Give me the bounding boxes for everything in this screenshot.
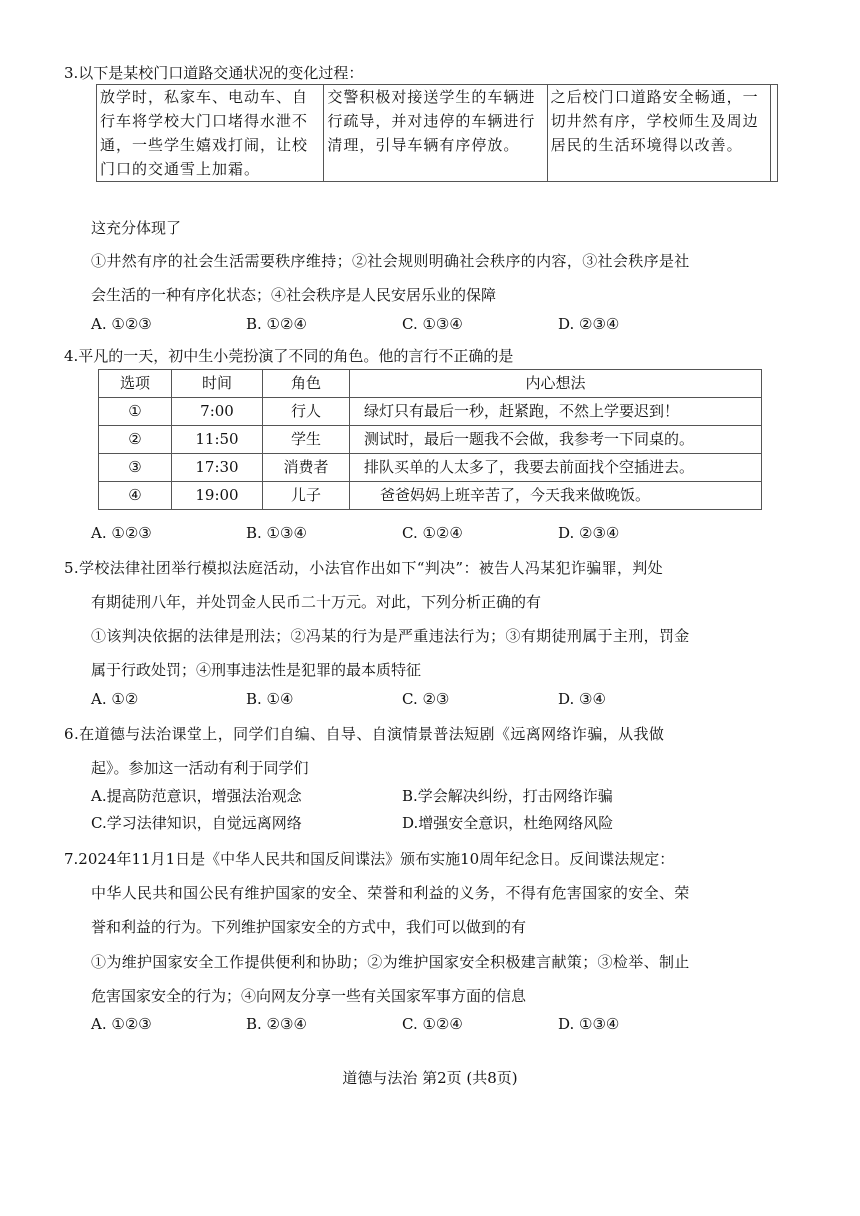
q4-row3-thought: 排队买单的人太多了，我要去前面找个空插进去。 (350, 454, 762, 482)
q3-statement-line-1: ①井然有序的社会生活需要秩序维持；②社会规则明确社会秩序的内容，③社会秩序是社 (91, 252, 690, 270)
q3-option-a: A. ①②③ (91, 315, 152, 333)
page-footer: 道德与法治 第2页 (共8页) (342, 1069, 518, 1087)
q4-option-a: A. ①②③ (91, 524, 152, 542)
q3-statement-line-2: 会生活的一种有序化状态；④社会秩序是人民安居乐业的保障 (91, 286, 497, 304)
q7-stem-line-2: 中华人民共和国公民有维护国家的安全、荣誉和利益的义务，不得有危害国家的安全、荣 (91, 884, 690, 902)
q7-stem-line-1: 7.2024年11月1日是《中华人民共和国反间谍法》颁布实施10周年纪念日。反间谍法规定： (64, 850, 675, 868)
q6-stem-line-1: 6.在道德与法治课堂上，同学们自编、自导、自演情景普法短剧《远离网络诈骗，从我做 (64, 725, 665, 743)
q5-option-b: B. ①④ (246, 690, 294, 708)
q7-statement-line-1: ①为维护国家安全工作提供便利和协助；②为维护国家安全积极建言献策；③检举、制止 (91, 953, 690, 971)
q7-stem-line-3: 誉和利益的行为。下列维护国家安全的方式中，我们可以做到的有 (91, 918, 527, 936)
q4-row3-option: ③ (99, 454, 172, 482)
q4-row2-role: 学生 (263, 426, 350, 454)
q5-statement-line-1: ①该判决依据的法律是刑法；②冯某的行为是严重违法行为；③有期徒刑属于主刑，罚金 (91, 627, 690, 645)
q4-header-row (99, 370, 762, 398)
q6-option-b: B.学会解决纠纷，打击网络诈骗 (402, 787, 613, 805)
q7-option-b: B. ②③④ (246, 1015, 307, 1033)
q6-option-a: A.提高防范意识，增强法治观念 (91, 787, 302, 805)
q4-row2-option: ② (99, 426, 172, 454)
q3-option-c: C. ①③④ (402, 315, 463, 333)
q5-stem-line-2: 有期徒刑八年，并处罚金人民币二十万元。对此，下列分析正确的有 (91, 593, 542, 611)
table-row (99, 426, 762, 454)
q4-row4-role: 儿子 (263, 482, 350, 510)
table-row (99, 454, 762, 482)
q6-option-d: D.增强安全意识，杜绝网络风险 (402, 814, 614, 832)
q4-row4-option: ④ (99, 482, 172, 510)
q5-stem-line-1: 5.学校法律社团举行模拟法庭活动，小法官作出如下“判决”：被告人冯某犯诈骗罪，判处 (64, 559, 664, 577)
q4-row1-option: ① (99, 398, 172, 426)
q4-row2-time: 11:50 (172, 426, 263, 454)
q4-stem: 4.平凡的一天，初中生小莞扮演了不同的角色。他的言行不正确的是 (64, 347, 514, 365)
q5-option-a: A. ①② (91, 690, 139, 708)
q4-row1-time: 7:00 (172, 398, 263, 426)
q4-row4-thought: 爸爸妈妈上班辛苦了，今天我来做晚饭。 (350, 482, 762, 510)
q4-header-thought: 内心想法 (350, 370, 762, 398)
q5-statement-line-2: 属于行政处罚；④刑事违法性是犯罪的最本质特征 (91, 661, 422, 679)
q3-cell-3: 之后校门口道路安全畅通，一切井然有序，学校师生及周边居民的生活环境得以改善。 (547, 85, 770, 182)
q7-option-d: D. ①③④ (558, 1015, 620, 1033)
q4-header-option: 选项 (99, 370, 172, 398)
q4-role-table (98, 369, 762, 510)
q4-option-c: C. ①②④ (402, 524, 463, 542)
q3-option-d: D. ②③④ (558, 315, 620, 333)
table-row (99, 398, 762, 426)
q3-lead: 这充分体现了 (91, 219, 182, 237)
q7-option-c: C. ①②④ (402, 1015, 463, 1033)
q4-row2-thought: 测试时，最后一题我不会做，我参考一下同桌的。 (350, 426, 762, 454)
q7-option-a: A. ①②③ (91, 1015, 152, 1033)
q5-option-d: D. ③④ (558, 690, 606, 708)
table-row (99, 482, 762, 510)
q4-row1-role: 行人 (263, 398, 350, 426)
q4-row3-time: 17:30 (172, 454, 263, 482)
q3-cell-2: 交警积极对接送学生的车辆进行疏导，并对违停的车辆进行清理，引导车辆有序停放。 (324, 85, 547, 182)
q6-option-c: C.学习法律知识，自觉远离网络 (91, 814, 302, 832)
q3-cell-empty (770, 85, 777, 182)
q4-option-d: D. ②③④ (558, 524, 620, 542)
q5-option-c: C. ②③ (402, 690, 450, 708)
q3-cell-1: 放学时，私家车、电动车、自行车将学校大门口堵得水泄不通，一些学生嬉戏打闹，让校门口的交通雪上加霜。 (97, 85, 324, 182)
q4-row1-thought: 绿灯只有最后一秒，赶紧跑，不然上学要迟到！ (350, 398, 762, 426)
q4-row4-time: 19:00 (172, 482, 263, 510)
q3-stem: 3.以下是某校门口道路交通状况的变化过程： (64, 64, 364, 82)
q6-stem-line-2: 起》。参加这一活动有利于同学们 (91, 759, 309, 777)
q4-header-role: 角色 (263, 370, 350, 398)
q3-process-table (96, 84, 778, 182)
q7-statement-line-2: 危害国家安全的行为；④向网友分享一些有关国家军事方面的信息 (91, 987, 527, 1005)
q4-option-b: B. ①③④ (246, 524, 307, 542)
q4-header-time: 时间 (172, 370, 263, 398)
q4-row3-role: 消费者 (263, 454, 350, 482)
q3-option-b: B. ①②④ (246, 315, 307, 333)
